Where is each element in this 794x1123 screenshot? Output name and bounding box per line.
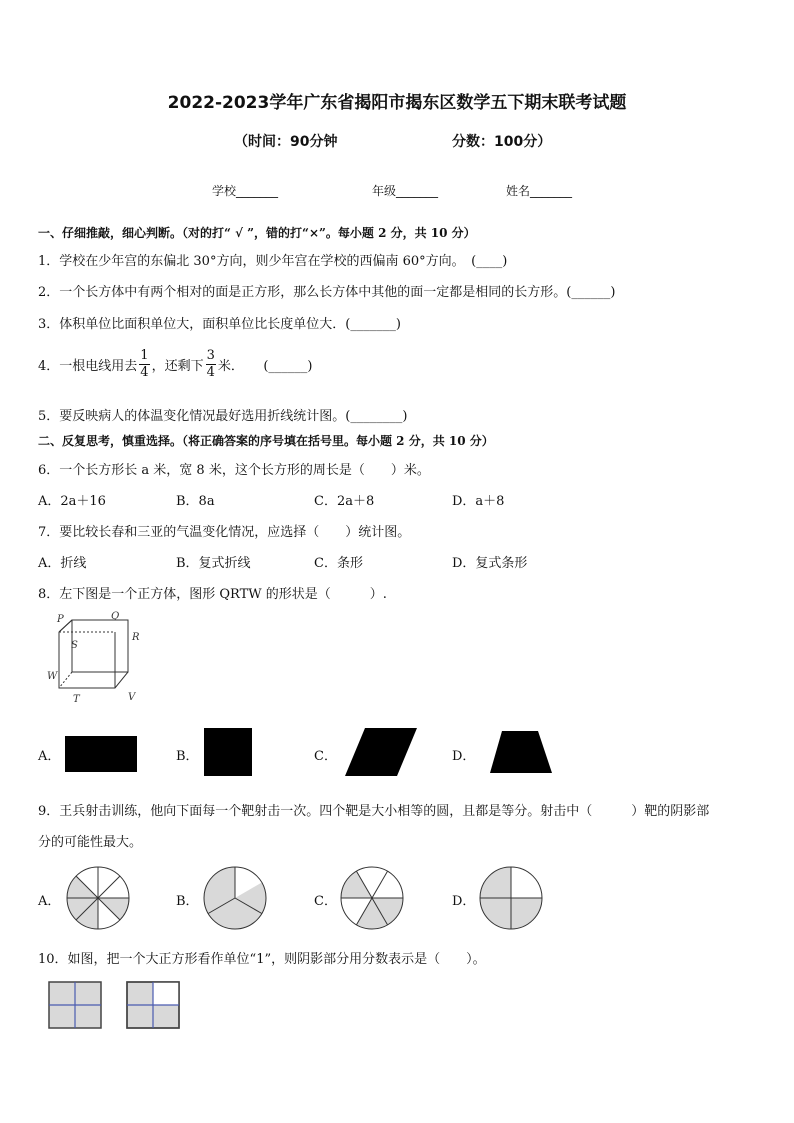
q8-option-a: A． (38, 749, 61, 764)
q4-prefix: 4．一根电线用去 (38, 359, 138, 374)
question-2: 2．一个长方体中有两个相对的面是正方形，那么长方体中其他的面一定都是相同的长方形。(______) (38, 285, 616, 300)
page-title: 2022-2023学年广东省揭阳市揭东区数学五下期末联考试题 (167, 93, 627, 113)
q6-option-b: B．8a (176, 494, 215, 509)
q9-target-a-eight-parts (66, 866, 130, 930)
question-10: 10．如图，把一个大正方形看作单位“1”，则阴影部分用分数表示是（ ）。 (38, 952, 486, 967)
q8-option-c: C． (314, 749, 337, 764)
q8-option-b: B． (176, 749, 199, 764)
score-label: 分数：100分） (452, 134, 552, 150)
q9-target-d-four-parts (479, 866, 543, 930)
q7-option-d: D．复式条形 (452, 556, 528, 571)
q9-target-b-three-parts (203, 866, 267, 930)
question-6: 6．一个长方形长 a 米，宽 8 米，这个长方形的周长是（ ）米。 (38, 463, 430, 478)
q8-rectangle-shape (65, 736, 137, 772)
question-9-line-1: 9．王兵射击训练，他向下面每一个靶射击一次。四个靶是大小相等的圆，且都是等分。射击中（ ）靶的阴影部 (38, 804, 710, 819)
q9-option-c: C． (314, 894, 337, 909)
q6-option-a: A．2a＋16 (38, 494, 106, 509)
q6-option-d: D．a＋8 (452, 494, 505, 509)
cube-label-q: Q (111, 611, 120, 622)
question-4 (38, 348, 313, 381)
cube-figure (45, 610, 165, 710)
section-2-heading: 二、反复思考，慎重选择。（将正确答案的序号填在括号里。每小题 2 分，共 10 分） (38, 434, 494, 448)
cube-label-v: V (128, 692, 136, 703)
question-1: 1．学校在少年宫的东偏北 30°方向，则少年宫在学校的西偏南 60°方向。 (____) (38, 254, 508, 269)
section-1-heading: 一、仔细推敲，细心判断。（对的打“ √ ”，错的打“×”。每小题 2 分，共 10 分） (38, 226, 476, 240)
q7-option-c: C．条形 (314, 556, 363, 571)
q10-three-quarter-square (126, 981, 180, 1029)
q7-option-b: B．复式折线 (176, 556, 251, 571)
q7-option-a: A．折线 (38, 556, 87, 571)
question-5: 5．要反映病人的体温变化情况最好选用折线统计图。(________) (38, 409, 408, 424)
q10-full-square (48, 981, 102, 1029)
q8-trapezoid-shape (490, 731, 552, 773)
q8-option-d: D． (452, 749, 476, 764)
cube-label-w: W (47, 671, 58, 682)
q6-option-c: C．2a＋8 (314, 494, 375, 509)
q9-target-c-six-parts (340, 866, 404, 930)
q9-option-b: B． (176, 894, 199, 909)
cube-label-p: P (57, 614, 64, 625)
q4-middle: ，还剩下 (151, 359, 204, 374)
fraction-one-quarter: $\frac{1}{4}$ (140, 348, 149, 380)
q9-option-a: A． (38, 894, 61, 909)
q8-square-shape (204, 728, 252, 776)
question-7: 7．要比较长春和三亚的气温变化情况，应选择（ ）统计图。 (38, 525, 411, 540)
q9-option-d: D． (452, 894, 476, 909)
name-field: 姓名_______ (506, 184, 573, 198)
fraction-three-quarters: $\frac{3}{4}$ (206, 348, 215, 380)
cube-label-r: R (132, 632, 140, 643)
q8-parallelogram-shape (345, 728, 417, 776)
question-3: 3．体积单位比面积单位大，面积单位比长度单位大．(_______) (38, 317, 401, 332)
grade-field: 年级_______ (372, 184, 439, 198)
question-9-line-2: 分的可能性最大。 (38, 835, 143, 850)
q4-suffix: 米． (______) (217, 359, 313, 374)
cube-label-t: T (73, 694, 80, 705)
question-8: 8．左下图是一个正方体，图形 QRTW 的形状是（ ）. (38, 587, 387, 602)
school-field: 学校_______ (212, 184, 279, 198)
time-label: （时间：90分钟 (234, 134, 338, 150)
cube-label-s: S (71, 640, 78, 651)
